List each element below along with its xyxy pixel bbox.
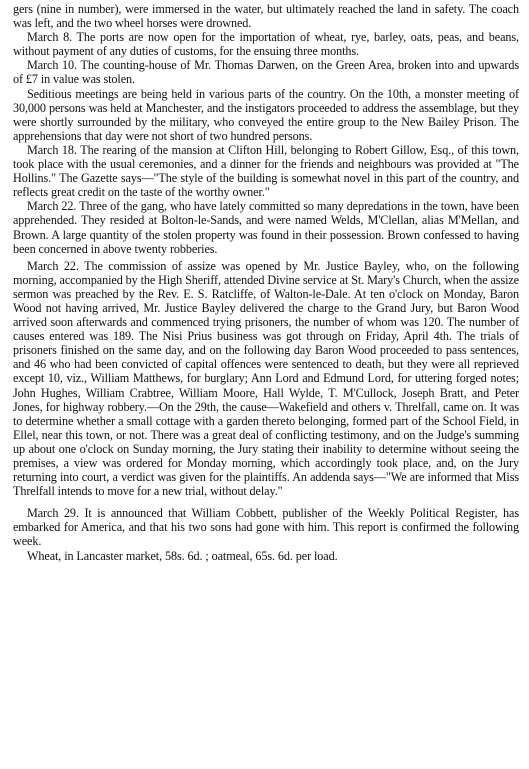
paragraph-text: It is announced that William Cobbett, publisher of the Weekly Political Register, has embarked for America, and that his two sons had gone with him. This report is confirmed the following week. [13, 506, 519, 549]
paragraph-text: The ports are now open for the importation of wheat, rye, barley, oats, peas, and beans, without payment of any duties of customs, for the ensuing three months. [13, 30, 519, 59]
paragraph-cobbett [13, 506, 519, 548]
paragraph-text: Seditious meetings are being held in various parts of the country. On the 10th, a monster meeting of 30,000 persons was held at Manchester, and the instigators proceeded to address the assemblage, but they were shortly surrounded by the military, who conveyed the entire group to the New Bailey Prison. The apprehensions that day were not short of two hundred persons. [13, 86, 519, 143]
paragraph-text: Three of the gang, who have lately committed so many depredations in the town, have been apprehended. They resided at Bolton-le-Sands, and were named Welds, M'Clellan, alias M'Mellan, and Brown. A large quantity of the stolen property was found in their possession. Brown confessed to having been concerned in above twenty robberies. [13, 199, 519, 256]
paragraph-assize-commission [13, 259, 519, 499]
paragraph-ports-open [13, 30, 519, 58]
paragraph-text: Wheat, in Lancaster market, 58s. 6d. ; oatmeal, 65s. 6d. per load. [27, 548, 338, 563]
paragraph-text: The commission of assize was opened by Mr. Justice Bayley, who, on the following morning, accompanied by the High Sheriff, attended Divine service at St. Mary's Church, when the assize sermon was preached by the Rev. E. S. Ratcliffe, of Walton-le-Dale. At ten o'clock on Monday, Baron Wood not having arrived, Mr. Justice Bayley delivered the charge to the Grand Jury, but Baron Wood arrived soon afterwards and commenced trying prisoners, the number of whom was 120. The number of causes entered was 189. The Nisi Prius business was got through on Friday, April 4th. The trials of prisoners finished on the same day, and on the following day Baron Wood proceeded to pass sentences, and 46 who had been convicted of capital offences were sentenced to death, but they were all reprieved except 10, viz., William Matthews, for burglary; Ann Lord and Edmund Lord, for uttering forged notes; John Hughes, William Crabtree, William Moore, Hall Wylde, T. M'Cullock, Joseph Bratt, and Peter Jones, for highway robbery.—On the 29th, the cause—Wakefield and others v. Threlfall, came on. It was to determine whether a small cottage with a garden thereto belonging, formed part of the School Field, in Ellel, near this town, or not. There was a great deal of conflicting testimony, and on the Judge's summing up about one o'clock on Sunday morning, the Jury stating their inability to determine without seeing the premises, a view was ordered for Monday morning, which accordingly took place, and, on the Jury returning into court, a verdict was given for the plaintiffs. An addenda says—"We are informed that Miss Threlfall intends to move for a new trial, without delay." [13, 258, 519, 499]
paragraph-date: March 8. [27, 30, 73, 45]
paragraph-date: March 10. [27, 58, 77, 73]
paragraph-date: March 18. [27, 142, 77, 157]
paragraph-text: The rearing of the mansion at Clifton Hill, belonging to Robert Gillow, Esq., of this town, took place with the usual ceremonies, and a dinner for the friends and neighbours was provided at "The Hollins." The Gazette says—"The style of the building is somewhat novel in this part of the country, and reflects great credit on the taste of the worthy owner." [13, 142, 519, 200]
paragraph-date: March 29. [27, 506, 79, 521]
paragraph-date: March 22. [27, 258, 79, 273]
paragraph-gang-apprehended [13, 199, 519, 255]
paragraph-counting-house [13, 58, 519, 86]
paragraph-text: gers (nine in number), were immersed in the water, but ultimately reached the land in safety. The coach was left, and the two wheel horses were drowned. [13, 2, 519, 31]
paragraph-clifton-hill [13, 143, 519, 199]
paragraph-coach-accident [13, 2, 519, 30]
paragraph-text: The counting-house of Mr. Thomas Darwen, on the Green Area, broken into and upwards of £7 in value was stolen. [13, 58, 519, 87]
paragraph-market-prices [13, 549, 519, 563]
paragraph-date: March 22. [27, 199, 77, 214]
paragraph-seditious-meetings [13, 87, 519, 143]
